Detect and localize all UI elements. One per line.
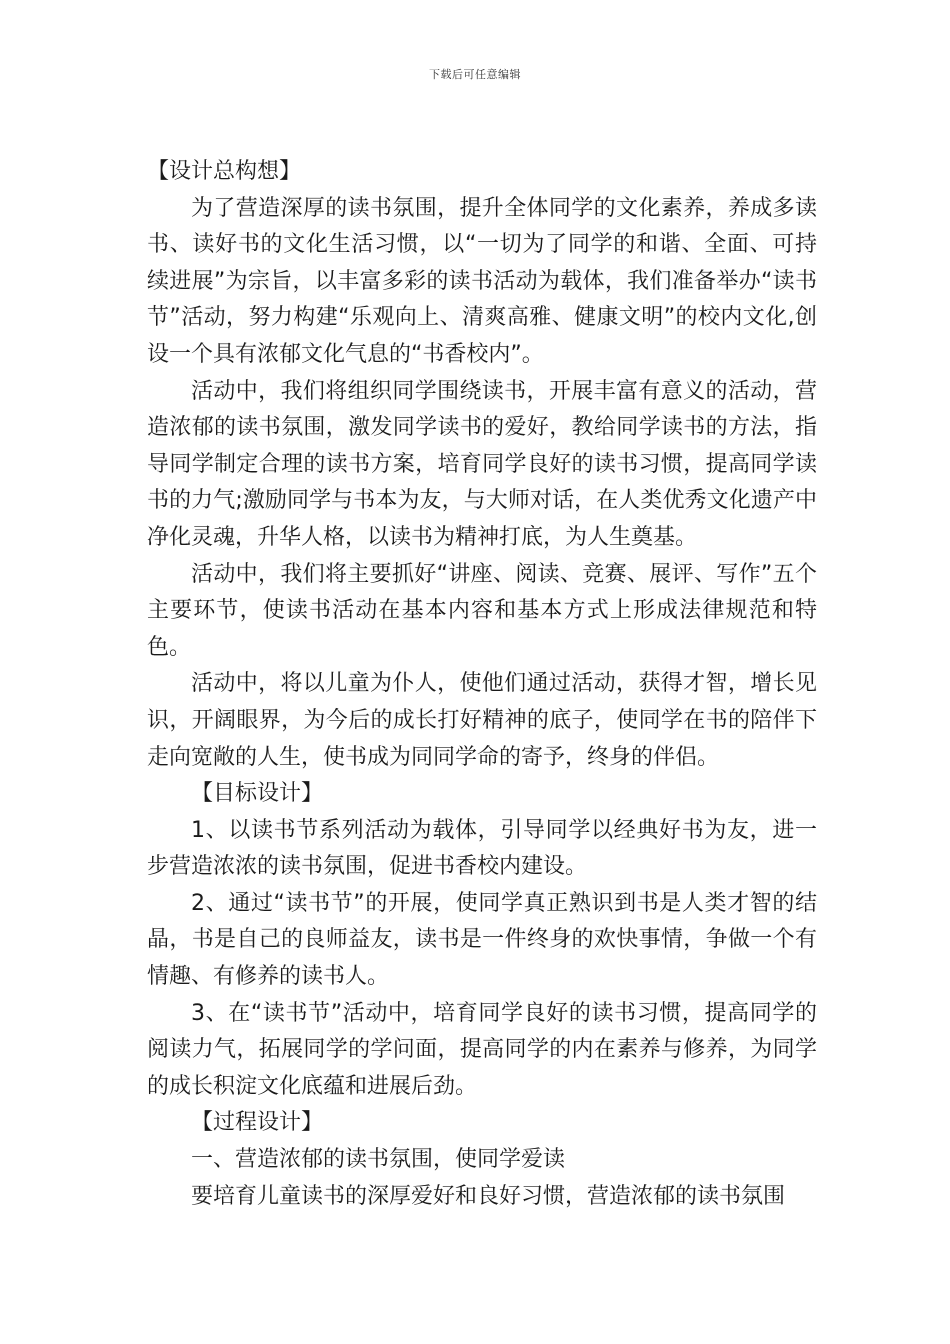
document-body bbox=[147, 154, 817, 1215]
goal-item-1: 1、以读书节系列活动为载体，引导同学以经典好书为友，进一步营造浓浓的读书氛围，促进书香校内建设。 bbox=[147, 817, 817, 880]
section-heading-process: 【过程设计】 bbox=[191, 1110, 324, 1136]
paragraph-overall-1: 为了营造深厚的读书氛围，提升全体同学的文化素养，养成多读书、读好书的文化生活习惯，以“一切为了同学的和谐、全面、可持续进展”为宗旨，以丰富多彩的读书活动为载体，我们准备举办“读书节”活动，努力构建“乐观向上、清爽高雅、健康文明”的校内文化,创设一个具有浓郁文化气息的“书香校内”。 bbox=[147, 195, 817, 367]
section-heading-overall: 【设计总构想】 bbox=[147, 159, 302, 184]
process-step-1-title: 一、营造浓郁的读书氛围，使同学爱读 bbox=[191, 1147, 566, 1173]
section-heading-goal: 【目标设计】 bbox=[191, 781, 324, 807]
page-header-note: 下载后可任意编辑 bbox=[429, 68, 521, 81]
paragraph-overall-3: 活动中，我们将主要抓好“讲座、阅读、竞赛、展评、写作”五个主要环节，使读书活动在基本内容和基本方式上形成法律规范和特色。 bbox=[147, 561, 817, 660]
paragraph-overall-4: 活动中，将以儿童为仆人，使他们通过活动，获得才智，增长见识，开阔眼界，为今后的成长打好精神的底子，使同学在书的陪伴下走向宽敞的人生，使书成为同同学命的寄予，终身的伴侣。 bbox=[147, 671, 817, 770]
paragraph-overall-2: 活动中，我们将组织同学围绕读书，开展丰富有意义的活动，营造浓郁的读书氛围，激发同学读书的爱好，教给同学读书的方法，指导同学制定合理的读书方案，培育同学良好的读书习惯，提高同学读书的力气;激励同学与书本为友，与大师对话，在人类优秀文化遗产中净化灵魂，升华人格，以读书为精神打底，为人生奠基。 bbox=[147, 378, 817, 550]
goal-item-3: 3、在“读书节”活动中，培育同学良好的读书习惯，提高同学的阅读力气，拓展同学的学问面，提高同学的内在素养与修养，为同学的成长积淀文化底蕴和进展后劲。 bbox=[147, 1000, 817, 1099]
goal-item-2: 2、通过“读书节”的开展，使同学真正熟识到书是人类才智的结晶，书是自己的良师益友，读书是一件终身的欢快事情，争做一个有情趣、有修养的读书人。 bbox=[147, 890, 817, 990]
process-step-1-text: 要培育儿童读书的深厚爱好和良好习惯，营造浓郁的读书氛围 bbox=[191, 1183, 786, 1209]
